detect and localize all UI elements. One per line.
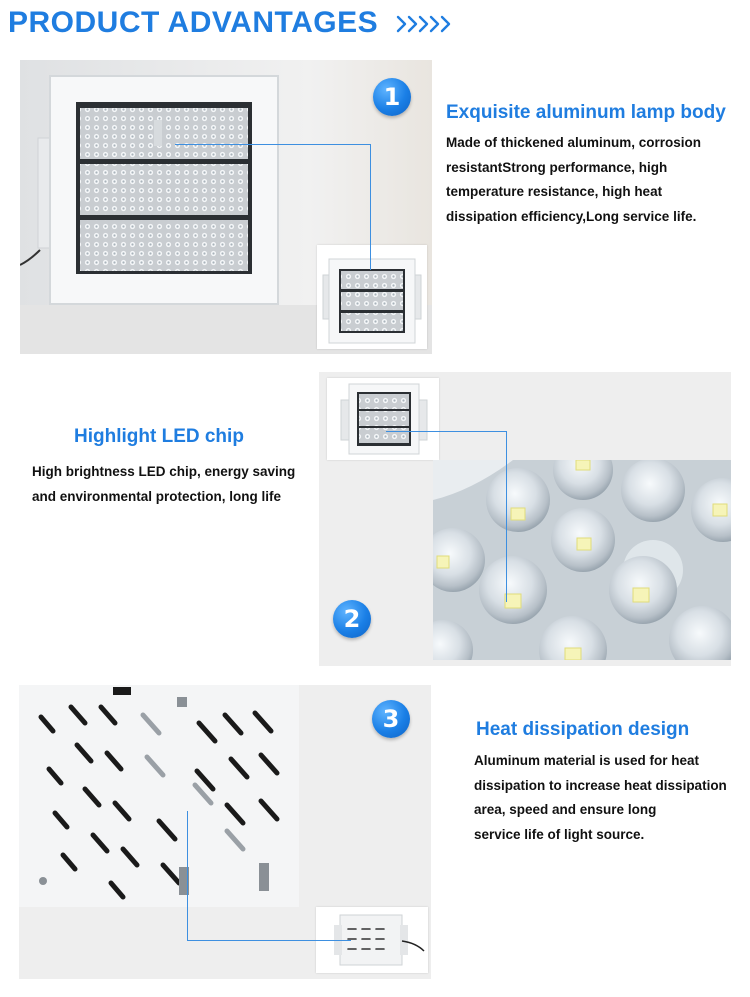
page-header (0, 0, 750, 50)
description-line: resistantStrong performance, high (446, 159, 668, 175)
feature-title-3: Heat dissipation design (476, 719, 690, 740)
led-chip-photo-panel (319, 372, 731, 666)
step-badge-2: 2 (333, 600, 371, 638)
description-line: High brightness LED chip, energy saving (32, 464, 296, 479)
description-line: dissipation efficiency,Long service life. (446, 208, 697, 224)
feature-description-1 (446, 131, 701, 229)
feature-title-2: Highlight LED chip (74, 426, 244, 447)
description-line: area, speed and ensure long (474, 802, 657, 817)
description-line: dissipation to increase heat dissipation (474, 777, 727, 793)
feature-title-1: Exquisite aluminum lamp body (446, 102, 726, 123)
feature-description-3 (474, 749, 727, 847)
description-line: temperature resistance, high heat (446, 184, 663, 199)
double-chevron-right-icon (396, 13, 456, 35)
callout-line-1 (175, 144, 371, 270)
description-line: Aluminum material is used for heat (474, 753, 700, 768)
description-line: and environmental protection, long life (32, 488, 282, 504)
description-line: Made of thickened aluminum, corrosion (446, 135, 702, 150)
feature-description-2 (32, 460, 295, 509)
callout-line-3 (187, 811, 351, 941)
page-title: PRODUCT ADVANTAGES (8, 6, 379, 39)
callout-line-2 (386, 431, 507, 602)
step-badge-3: 3 (372, 700, 410, 738)
description-line: service life of light source. (474, 826, 645, 842)
step-badge-1: 1 (373, 78, 411, 116)
